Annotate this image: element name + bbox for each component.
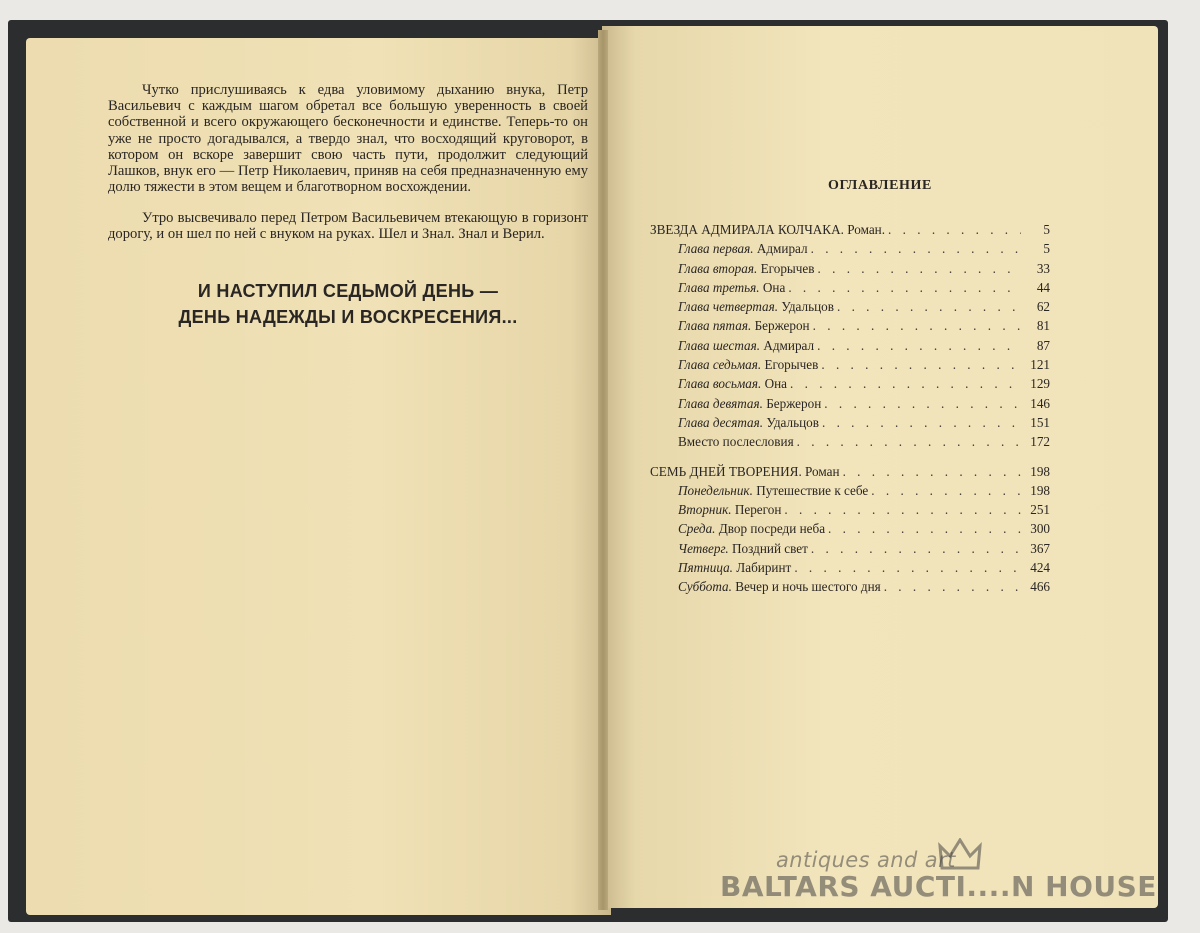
toc-entry-italic: Суббота. (678, 579, 732, 595)
toc-entry (650, 464, 1050, 483)
toc-page-number: 146 (1030, 395, 1050, 411)
toc-page-number: 121 (1030, 357, 1050, 373)
toc-page-number: 198 (1030, 463, 1050, 479)
toc-leader-dots (788, 280, 1021, 296)
toc-entry (650, 434, 1050, 453)
toc-leader-dots (871, 483, 1021, 499)
toc-entry (650, 241, 1050, 260)
toc-entry-text: Бержерон (762, 395, 822, 411)
toc-leader-dots (884, 579, 1021, 595)
toc-leader-dots (811, 241, 1021, 257)
headline-line: И НАСТУПИЛ СЕДЬМОЙ ДЕНЬ — (197, 281, 499, 301)
toc-entry-italic: Глава первая. (678, 241, 754, 257)
toc-leader-dots (784, 502, 1021, 518)
toc-entry (650, 318, 1050, 337)
toc-entry-italic: Глава восьмая. (678, 376, 762, 392)
toc-entry-italic: Глава пятая. (678, 318, 752, 334)
toc-page-number: 44 (1036, 279, 1050, 295)
toc-entry-text: Двор посреди неба (715, 521, 826, 537)
toc-entry (650, 299, 1050, 318)
toc-entry (650, 396, 1050, 415)
left-page (26, 38, 611, 915)
toc-entry-label (678, 434, 794, 450)
toc-entry (650, 560, 1050, 579)
toc-entry-label (678, 280, 785, 296)
toc-entry-text: Она (761, 376, 787, 392)
toc-leader-dots (824, 396, 1021, 412)
toc-leader-dots (837, 299, 1021, 315)
toc-entry (650, 579, 1050, 598)
toc-entry-italic: Понедельник. (678, 482, 753, 498)
watermark-dots: .... (966, 870, 1011, 903)
toc-page-number: 33 (1036, 260, 1050, 276)
toc-entry-italic: Пятница. (678, 560, 733, 576)
toc-page-number: 129 (1030, 376, 1050, 392)
toc-page-number: 172 (1030, 434, 1050, 450)
toc-entry-label (678, 415, 819, 431)
toc-entry-italic: Вторник. (678, 502, 732, 518)
toc-leader-dots (797, 434, 1021, 450)
toc-entry (650, 280, 1050, 299)
toc-entry (650, 222, 1050, 241)
toc-entry-text: Бержерон (751, 318, 810, 334)
toc-leader-dots (843, 464, 1021, 480)
paragraph: Утро высвечивало перед Петром Васильевичем втекающую в горизонт дорогу, и он шел по ней с внуком на руках. Шел и Знал. Знал и Верил. (108, 210, 588, 243)
toc-page-number: 62 (1036, 299, 1050, 315)
toc-leader-dots (811, 541, 1021, 557)
toc-entry-label (678, 338, 814, 354)
toc-page-number: 367 (1030, 540, 1050, 556)
toc-entry-text: ЗВЕЗДА АДМИРАЛА КОЛЧАКА. Роман. (650, 222, 886, 237)
paragraph: Чутко прислушиваясь к едва уловимому дыханию внука, Петр Васильевич с каждым шагом обретал все большую уверенность в своей собственной и всего окружающего бесконечности и единстве. Теперь-то он уже не просто догадывался, а твердо знал, что восходящий круговорот, в котором он вскоре завершит свою часть пути, продолжит следующий Лашков, внук его — Петр Николаевич, приняв на себя предназначенную ему долю тяжести в этом вещем и благотворном восхождении. (108, 82, 588, 196)
toc-entry-italic: Глава шестая. (678, 337, 761, 353)
toc-leader-dots (813, 318, 1021, 334)
toc-entry (650, 261, 1050, 280)
toc-leader-dots (817, 338, 1021, 354)
toc-page-number: 151 (1030, 414, 1050, 430)
toc-entry-label (678, 318, 810, 334)
toc-entry-text: Поздний свет (728, 540, 808, 556)
toc-entry (650, 541, 1050, 560)
toc-page-number: 466 (1030, 579, 1050, 595)
headline-line: ДЕНЬ НАДЕЖДЫ И ВОСКРЕСЕНИЯ... (178, 307, 518, 327)
toc-entry-italic: Глава седьмая. (678, 357, 762, 373)
closing-headline (108, 278, 588, 330)
toc-entry-italic: Четверг. (678, 540, 729, 556)
toc-entry-italic: Глава вторая. (678, 260, 758, 276)
toc-entry-label (678, 261, 815, 277)
toc-entry-text: Лабиринт (732, 560, 792, 576)
toc-entry-text: Егорычев (761, 357, 819, 373)
toc-entry (650, 376, 1050, 395)
toc-entry-text: Адмирал (760, 337, 815, 353)
toc-entry-text: Егорычев (757, 260, 815, 276)
toc-title: ОГЛАВЛЕНИЕ (828, 178, 932, 193)
toc-leader-dots (818, 261, 1022, 277)
toc-entry-label (678, 579, 881, 595)
toc-entry-label (678, 396, 821, 412)
toc-entry-label (678, 299, 834, 315)
toc-entry-label (678, 483, 868, 499)
toc-entry (650, 521, 1050, 540)
toc-entry-text: Она (759, 279, 786, 295)
right-page (602, 26, 1158, 908)
toc-entry-label (678, 521, 825, 537)
toc-page-number: 300 (1030, 521, 1050, 537)
toc-leader-dots (822, 415, 1021, 431)
toc-leader-dots (794, 560, 1021, 576)
toc-entry (650, 415, 1050, 434)
toc-page-number: 251 (1030, 502, 1050, 518)
toc-leader-dots (821, 357, 1021, 373)
toc-entry (650, 357, 1050, 376)
toc-entry-text: Удальцов (778, 299, 834, 315)
toc-leader-dots (790, 376, 1021, 392)
toc-entry-label (650, 222, 885, 238)
crown-icon (938, 838, 982, 872)
toc-entry-label (678, 502, 781, 518)
toc-page-number: 87 (1036, 337, 1050, 353)
toc-entry-italic: Глава девятая. (678, 395, 763, 411)
toc-entry-text: Адмирал (753, 241, 808, 257)
toc-entry-text: Вечер и ночь шестого дня (731, 579, 881, 595)
toc-entry-text: Перегон (731, 502, 782, 518)
toc-leader-dots (888, 222, 1021, 238)
toc-entry-italic: Глава десятая. (678, 414, 764, 430)
toc-entry-italic: Глава четвертая. (678, 299, 779, 315)
toc-page-number: 81 (1036, 318, 1050, 334)
toc-entry-label (678, 241, 808, 257)
toc-page-number: 424 (1030, 560, 1050, 576)
book-gutter (598, 30, 608, 910)
watermark-name-right: N HOUSE (1010, 870, 1157, 903)
toc-page-number: 198 (1030, 482, 1050, 498)
toc-entry-italic: Среда. (678, 521, 716, 537)
toc-entry-italic: Глава третья. (678, 279, 760, 295)
toc-page-number: 5 (1043, 222, 1050, 237)
table-of-contents (650, 222, 1050, 599)
auction-watermark (708, 844, 1157, 916)
toc-entry-text: СЕМЬ ДНЕЙ ТВОРЕНИЯ. Роман (650, 463, 840, 479)
toc-entry-label (650, 464, 840, 480)
toc-entry-text: Путешествие к себе (752, 482, 869, 498)
toc-entry (650, 338, 1050, 357)
toc-entry (650, 483, 1050, 502)
watermark-name (720, 870, 1157, 903)
watermark-name-left: BALTARS AUCTI (720, 870, 967, 903)
toc-entry (650, 502, 1050, 521)
toc-entry-label (678, 560, 791, 576)
toc-entry-label (678, 357, 818, 373)
watermark-tagline: antiques and art (776, 848, 956, 872)
toc-page-number: 5 (1043, 241, 1050, 257)
toc-entry-text: Вместо послесловия (678, 434, 794, 450)
toc-entry-label (678, 541, 808, 557)
toc-entry-text: Удальцов (763, 414, 819, 430)
toc-leader-dots (828, 521, 1021, 537)
toc-entry-label (678, 376, 787, 392)
